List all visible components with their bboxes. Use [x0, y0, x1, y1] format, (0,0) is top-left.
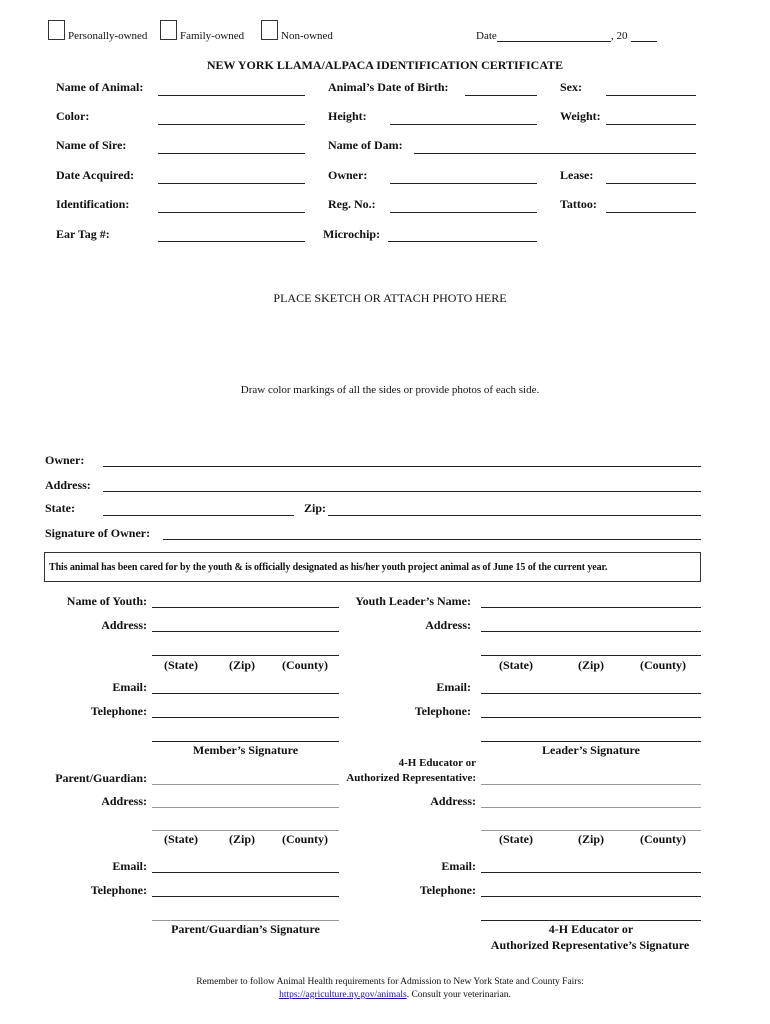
educator-email-field[interactable] [481, 872, 701, 873]
leader-name-label: Youth Leader’s Name: [355, 594, 471, 608]
date-of-birth-label: Animal’s Date of Birth: [328, 80, 449, 94]
youth-address-line2-field[interactable] [152, 655, 339, 656]
youth-address-label: Address: [101, 618, 147, 632]
youth-zip-caption: (Zip) [229, 658, 256, 672]
footer-link-suffix: . Consult your veterinarian. [406, 990, 511, 1000]
educator-label-line2: Authorized Representative: [346, 772, 476, 784]
leader-address-line2-field[interactable] [481, 655, 701, 656]
height-field[interactable] [390, 124, 537, 125]
identification-label: Identification: [56, 197, 130, 211]
page-title: NEW YORK LLAMA/ALPACA IDENTIFICATION CERTIFICATE [206, 58, 564, 72]
owner-field[interactable] [103, 466, 701, 467]
date-acquired-label: Date Acquired: [56, 168, 135, 182]
leader-email-field[interactable] [481, 693, 701, 694]
owner-label: Owner: [45, 453, 85, 467]
family-owned-label: Family-owned [180, 30, 245, 42]
sex-field[interactable] [606, 95, 696, 96]
animal-health-link[interactable]: https://agriculture.ny.gov/animals [279, 990, 407, 1000]
owner-state-field[interactable] [103, 515, 294, 516]
member-signature-caption: Member’s Signature [192, 743, 299, 757]
height-label: Height: [328, 109, 367, 123]
educator-telephone-field[interactable] [481, 896, 701, 897]
owner-zip-field[interactable] [328, 515, 701, 516]
educator-telephone-label: Telephone: [419, 883, 476, 897]
tattoo-field[interactable] [606, 212, 696, 213]
youth-telephone-label: Telephone: [90, 704, 147, 718]
date-field[interactable] [497, 41, 611, 42]
reg-no-label: Reg. No.: [328, 197, 376, 211]
leader-address-label: Address: [425, 618, 471, 632]
guardian-name-field[interactable] [152, 784, 339, 785]
family-owned-checkbox[interactable] [160, 20, 177, 40]
lease-label: Lease: [560, 168, 594, 182]
educator-state-caption: (State) [499, 832, 533, 846]
name-of-animal-field[interactable] [158, 95, 305, 96]
ear-tag-label: Ear Tag #: [56, 227, 110, 241]
microchip-field[interactable] [388, 241, 537, 242]
educator-signature-caption-line1: 4-H Educator or [548, 922, 634, 936]
dam-label: Name of Dam: [328, 138, 403, 152]
youth-county-caption: (County) [282, 658, 329, 672]
dam-field[interactable] [414, 153, 696, 154]
lease-field[interactable] [606, 183, 696, 184]
educator-email-label: Email: [441, 859, 476, 873]
leader-telephone-field[interactable] [481, 717, 701, 718]
guardian-address-label: Address: [101, 794, 147, 808]
educator-county-caption: (County) [640, 832, 687, 846]
leader-county-caption: (County) [640, 658, 687, 672]
guardian-telephone-label: Telephone: [90, 883, 147, 897]
ear-tag-field[interactable] [158, 241, 305, 242]
leader-address-field[interactable] [481, 631, 701, 632]
designation-notice: This animal has been cared for by the youth & is officially designated as his/her youth project animal as of June 15 of the current year. [49, 562, 608, 573]
non-owned-checkbox[interactable] [261, 20, 278, 40]
footer-link-line [0, 990, 770, 1000]
photo-instruction: Draw color markings of all the sides or provide photos of each side. [240, 384, 540, 396]
educator-zip-caption: (Zip) [578, 832, 605, 846]
identification-field[interactable] [158, 212, 305, 213]
reg-no-field[interactable] [390, 212, 537, 213]
animal-owner-field[interactable] [390, 183, 537, 184]
footer-note: Remember to follow Animal Health requirements for Admission to New York State and County Fairs: [196, 977, 584, 987]
tattoo-label: Tattoo: [560, 197, 597, 211]
leader-name-field[interactable] [481, 607, 701, 608]
owner-signature-label: Signature of Owner: [45, 526, 151, 540]
owner-address-field[interactable] [103, 491, 701, 492]
personally-owned-checkbox[interactable] [48, 20, 65, 40]
youth-email-label: Email: [112, 680, 147, 694]
microchip-label: Microchip: [323, 227, 381, 241]
color-field[interactable] [158, 124, 305, 125]
sire-label: Name of Sire: [56, 138, 127, 152]
guardian-signature-field[interactable] [152, 920, 339, 921]
sire-field[interactable] [158, 153, 305, 154]
educator-signature-caption-line2: Authorized Representative’s Signature [490, 938, 690, 952]
date-of-birth-field[interactable] [465, 95, 537, 96]
educator-address-field[interactable] [481, 807, 701, 808]
guardian-signature-caption: Parent/Guardian’s Signature [171, 922, 320, 936]
weight-field[interactable] [606, 124, 696, 125]
personally-owned-label: Personally-owned [68, 30, 148, 42]
name-of-animal-label: Name of Animal: [56, 80, 144, 94]
educator-signature-field[interactable] [481, 920, 701, 921]
educator-address-label: Address: [430, 794, 476, 808]
designation-notice-box [44, 552, 701, 582]
date-label: Date [476, 30, 497, 42]
owner-signature-field[interactable] [163, 539, 701, 540]
guardian-label: Parent/Guardian: [55, 771, 147, 785]
guardian-zip-caption: (Zip) [229, 832, 256, 846]
youth-state-caption: (State) [164, 658, 198, 672]
sex-label: Sex: [560, 80, 582, 94]
leader-state-caption: (State) [499, 658, 533, 672]
owner-address-label: Address: [45, 478, 91, 492]
educator-address-line2-field[interactable] [481, 830, 701, 831]
year-field[interactable] [631, 41, 657, 42]
color-label: Color: [56, 109, 90, 123]
leader-email-label: Email: [436, 680, 471, 694]
date-acquired-field[interactable] [158, 183, 305, 184]
owner-zip-label: Zip: [304, 501, 327, 515]
leader-signature-field[interactable] [481, 741, 701, 742]
leader-zip-caption: (Zip) [578, 658, 605, 672]
youth-name-label: Name of Youth: [66, 594, 147, 608]
guardian-email-label: Email: [112, 859, 147, 873]
weight-label: Weight: [560, 109, 601, 123]
guardian-county-caption: (County) [282, 832, 329, 846]
leader-signature-caption: Leader’s Signature [542, 743, 640, 757]
photo-placeholder-text: PLACE SKETCH OR ATTACH PHOTO HERE [273, 291, 507, 305]
owner-state-label: State: [45, 501, 75, 515]
animal-owner-label: Owner: [328, 168, 368, 182]
non-owned-label: Non-owned [281, 30, 333, 42]
guardian-state-caption: (State) [164, 832, 198, 846]
leader-telephone-label: Telephone: [414, 704, 471, 718]
guardian-address-line2-field[interactable] [152, 830, 339, 831]
educator-label-line1: 4-H Educator or [398, 757, 476, 769]
educator-name-field[interactable] [481, 784, 701, 785]
member-signature-field[interactable] [152, 741, 339, 742]
date-suffix: , 20 [611, 30, 628, 42]
